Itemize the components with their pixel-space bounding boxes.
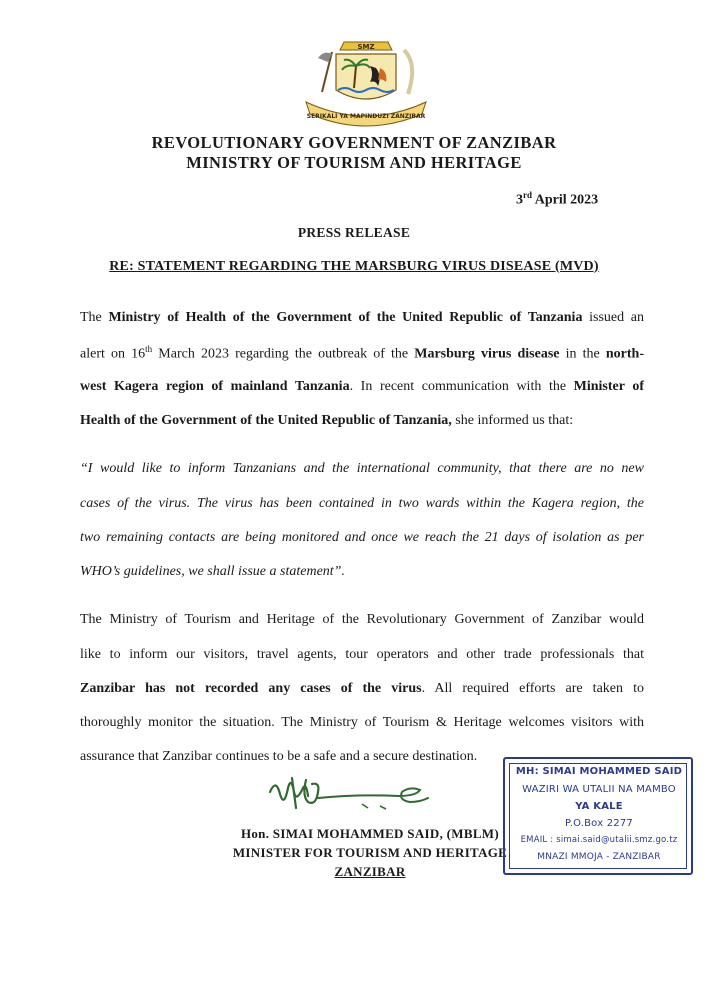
text: in the [559, 346, 606, 362]
date-day: 3 [516, 192, 523, 208]
text: alert on 16 [80, 346, 146, 362]
quote-line2: cases of the virus. The virus has been contained in two wards within the Kagera region, the [80, 496, 644, 511]
text-bold: Zanzibar has not recorded any cases of the virus [80, 681, 422, 696]
para1-line1 [80, 310, 644, 326]
text: . In recent communication with the [349, 379, 574, 394]
date-suffix: rd [523, 190, 532, 200]
government-crest-logo [292, 32, 440, 128]
handwritten-signature [262, 770, 442, 820]
stamp-line-6: MNAZI MMOJA - ZANZIBAR [537, 852, 661, 862]
text-bold: Ministry of Health of the Government of the United Republic of Tanzania [108, 310, 583, 325]
text-bold: Marsburg virus disease [414, 346, 560, 362]
crest-ribbon-text: SERIKALI YA MAPINDUZI ZANZIBAR [306, 113, 426, 120]
stamp-inner-border [509, 763, 687, 869]
para2-line2: like to inform our visitors, travel agents, tour operators and other trade professionals that [80, 647, 644, 662]
para2-line3 [80, 681, 644, 697]
stamp-line-1: MH: SIMAI MOHAMMED SAID [515, 766, 683, 777]
text-bold: Health of the Government of the United Republic of Tanzania, [80, 413, 452, 428]
quote-line4: WHO’s guidelines, we shall issue a statement”. [80, 564, 345, 579]
text-bold: Minister of [573, 379, 644, 394]
official-stamp [503, 757, 693, 875]
para2-line1: The Ministry of Tourism and Heritage of the Revolutionary Government of Zanzibar would [80, 612, 644, 627]
quote-line3: two remaining contacts are being monitored and once we reach the 21 days of isolation as per [80, 530, 644, 545]
signatory-name: Hon. SIMAI MOHAMMED SAID, (MBLM) [240, 826, 500, 841]
quote-line1: “I would like to inform Tanzanians and the international community, that there are no new [80, 461, 644, 476]
para2-line5: assurance that Zanzibar continues to be a safe and a secure destination. [80, 749, 478, 764]
date-rest: April 2023 [532, 192, 599, 208]
text: . All required efforts are taken to [421, 681, 644, 696]
press-release-heading: PRESS RELEASE [297, 225, 411, 240]
text-sup: th [145, 344, 153, 354]
stamp-line-3: YA KALE [575, 801, 623, 812]
text: she informed us that: [451, 413, 574, 428]
signatory-title: MINISTER FOR TOURISM AND HERITAGE [232, 845, 508, 860]
text: issued an [582, 310, 645, 325]
signatory-place: ZANZIBAR [334, 864, 406, 879]
stamp-line-5: EMAIL : simai.said@utalii.smz.go.tz [520, 835, 678, 845]
text-bold: north- [605, 346, 645, 362]
para1-line3 [80, 379, 644, 395]
crest-label: SMZ [357, 43, 375, 51]
text: The [80, 310, 109, 325]
stamp-line-4: P.O.Box 2277 [565, 818, 633, 829]
letterhead-line-2: MINISTRY OF TOURISM AND HERITAGE [186, 153, 522, 172]
text-bold: west Kagera region of mainland Tanzania [80, 379, 350, 394]
stamp-line-2: WAZIRI WA UTALII NA MAMBO [522, 784, 676, 795]
para1-line2 [80, 344, 644, 363]
text: March 2023 regarding the outbreak of the [152, 346, 415, 362]
para2-line4: thoroughly monitor the situation. The Ministry of Tourism & Heritage welcomes visitors with [80, 715, 644, 730]
subject-line: RE: STATEMENT REGARDING THE MARSBURG VIRUS DISEASE (MVD) [109, 259, 599, 274]
para1-line4 [80, 413, 644, 429]
document-date [516, 190, 598, 209]
letterhead-line-1: REVOLUTIONARY GOVERNMENT OF ZANZIBAR [151, 133, 557, 152]
